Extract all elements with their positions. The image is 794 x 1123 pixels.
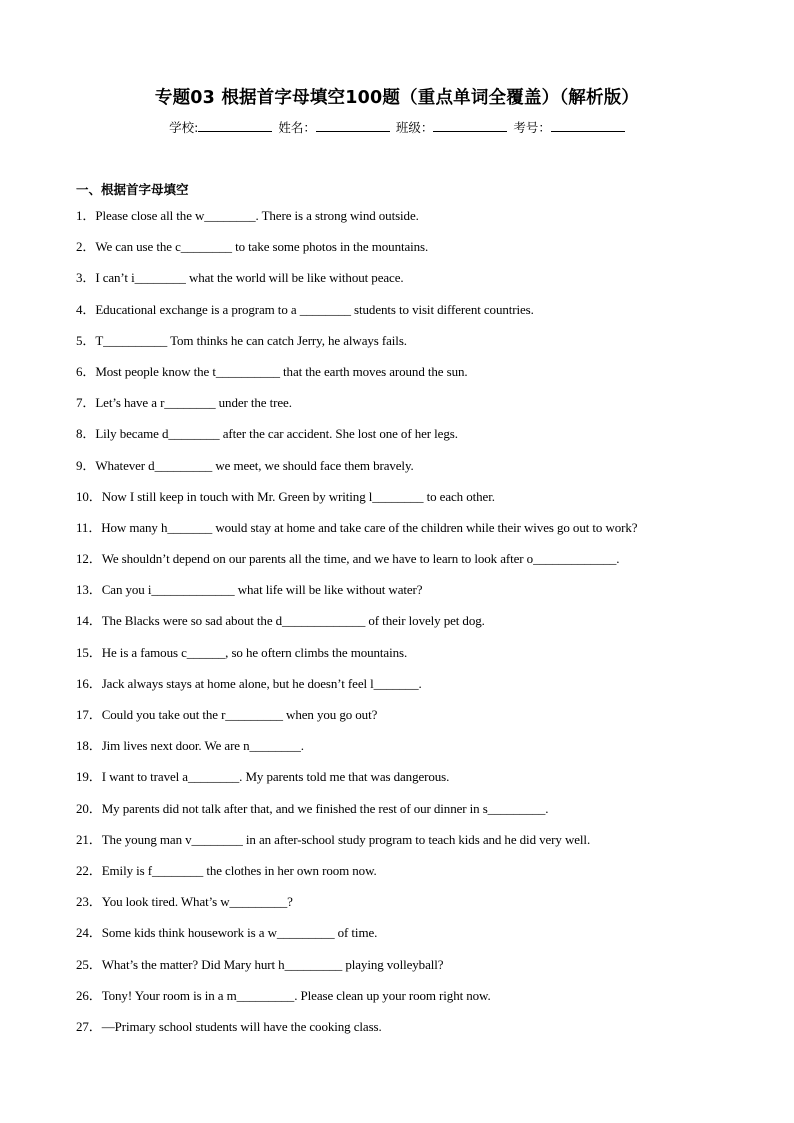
question-text: Jack always stays at home alone, but he doesn’t feel l_______. (101, 675, 422, 691)
question-number: 19． (76, 769, 102, 785)
question-item (76, 705, 736, 736)
question-item (76, 986, 736, 1017)
question-text: Let’s have a r________ under the tree. (95, 395, 292, 411)
question-number: 22． (76, 862, 102, 878)
question-number: 4． (76, 301, 96, 317)
question-text: I can’t i________ what the world will be like without peace. (95, 270, 404, 286)
question-text: Now I still keep in touch with Mr. Green by writing l________ to each other. (101, 488, 495, 504)
question-number: 20． (76, 800, 102, 816)
question-text: Whatever d_________ we meet, we should face them bravely. (95, 457, 414, 473)
name-label: 姓名： (278, 120, 316, 135)
question-text: He is a famous c______, so he oftern climbs the mountains. (101, 644, 408, 660)
question-number: 25． (76, 956, 102, 972)
question-text: What’s the matter? Did Mary hurt h_________ playing volleyball? (101, 956, 444, 972)
question-item (76, 799, 736, 830)
question-item (76, 268, 736, 299)
question-item (76, 518, 736, 549)
question-item (76, 206, 736, 237)
question-text: Some kids think housework is a w_________ of time. (101, 925, 378, 941)
question-item (76, 611, 736, 642)
question-number: 3． (76, 270, 96, 286)
question-text: My parents did not talk after that, and we finished the rest of our dinner in s_________. (101, 800, 549, 816)
question-number: 13． (76, 582, 102, 598)
question-number: 2． (76, 239, 96, 255)
question-number: 8． (76, 426, 96, 442)
question-text: —Primary school students will have the cooking class. (101, 1018, 382, 1034)
question-text: T__________ Tom thinks he can catch Jerry, he always fails. (95, 332, 407, 348)
question-number: 23． (76, 894, 102, 910)
question-text: How many h_______ would stay at home and take care of the children while their wives go out to work? (101, 519, 638, 535)
question-item (76, 736, 736, 767)
question-item (76, 331, 736, 362)
question-text: The young man v________ in an after-school study program to teach kids and he did very well. (101, 831, 591, 847)
question-number: 15． (76, 644, 102, 660)
question-number: 6． (76, 363, 96, 379)
question-number: 27． (76, 1018, 102, 1034)
question-item (76, 830, 736, 861)
school-label: 学校: (169, 120, 199, 135)
question-text: You look tired. What’s w_________? (101, 894, 293, 910)
question-item (76, 456, 736, 487)
question-text: We can use the c________ to take some photos in the mountains. (95, 239, 429, 255)
section-heading: 一、根据首字母填空 (76, 182, 189, 197)
class-label: 班级： (395, 120, 434, 135)
question-item (76, 923, 736, 954)
class-field[interactable] (433, 119, 507, 132)
question-number: 11． (76, 519, 102, 535)
question-text: Could you take out the r_________ when you go out? (101, 707, 378, 722)
question-item (76, 362, 736, 393)
question-item (76, 549, 736, 580)
exam-number-label: 考号： (513, 120, 551, 135)
question-text: Educational exchange is a program to a ________ students to visit different countries. (95, 301, 534, 317)
question-text: Please close all the w________. There is a strong wind outside. (95, 208, 419, 223)
question-item (76, 1017, 736, 1048)
page-title: 专题03 根据首字母填空100题（重点单词全覆盖）（解析版） (154, 88, 640, 108)
question-text: Lily became d________ after the car accident. She lost one of her legs. (95, 426, 458, 442)
question-item (76, 674, 736, 705)
question-text: We shouldn’t depend on our parents all the time, and we have to learn to look after o_____________. (101, 551, 620, 567)
question-text: The Blacks were so sad about the d_____________ of their lovely pet dog. (101, 613, 485, 629)
question-item (76, 643, 736, 674)
question-number: 12． (76, 551, 102, 567)
question-text: Jim lives next door. We are n________. (101, 738, 304, 754)
question-item (76, 955, 736, 986)
question-item (76, 892, 736, 923)
question-item (76, 300, 736, 331)
name-field[interactable] (316, 119, 390, 132)
question-item (76, 424, 736, 455)
question-text: Most people know the t__________ that the earth moves around the sun. (95, 363, 468, 379)
question-number: 24． (76, 925, 102, 941)
question-item (76, 861, 736, 892)
question-text: Can you i_____________ what life will be like without water? (101, 582, 423, 598)
question-number: 17． (76, 707, 102, 722)
question-number: 14． (76, 613, 102, 629)
school-field[interactable] (198, 119, 272, 132)
question-number: 5． (76, 332, 96, 348)
question-list (76, 206, 736, 1048)
question-number: 1． (76, 208, 96, 223)
student-info-line (0, 118, 794, 136)
question-item (76, 237, 736, 268)
question-text: I want to travel a________. My parents told me that was dangerous. (101, 769, 450, 785)
question-item (76, 580, 736, 611)
question-item (76, 767, 736, 798)
question-number: 18． (76, 738, 102, 754)
question-text: Emily is f________ the clothes in her own room now. (101, 862, 377, 878)
question-item (76, 393, 736, 424)
question-item (76, 487, 736, 518)
question-number: 10． (76, 488, 102, 504)
question-text: Tony! Your room is in a m_________. Please clean up your room right now. (101, 987, 491, 1003)
question-number: 7． (76, 395, 96, 411)
question-number: 9． (76, 457, 96, 473)
question-number: 26． (76, 987, 102, 1003)
exam-number-field[interactable] (551, 119, 625, 132)
question-number: 21． (76, 831, 102, 847)
question-number: 16． (76, 675, 102, 691)
